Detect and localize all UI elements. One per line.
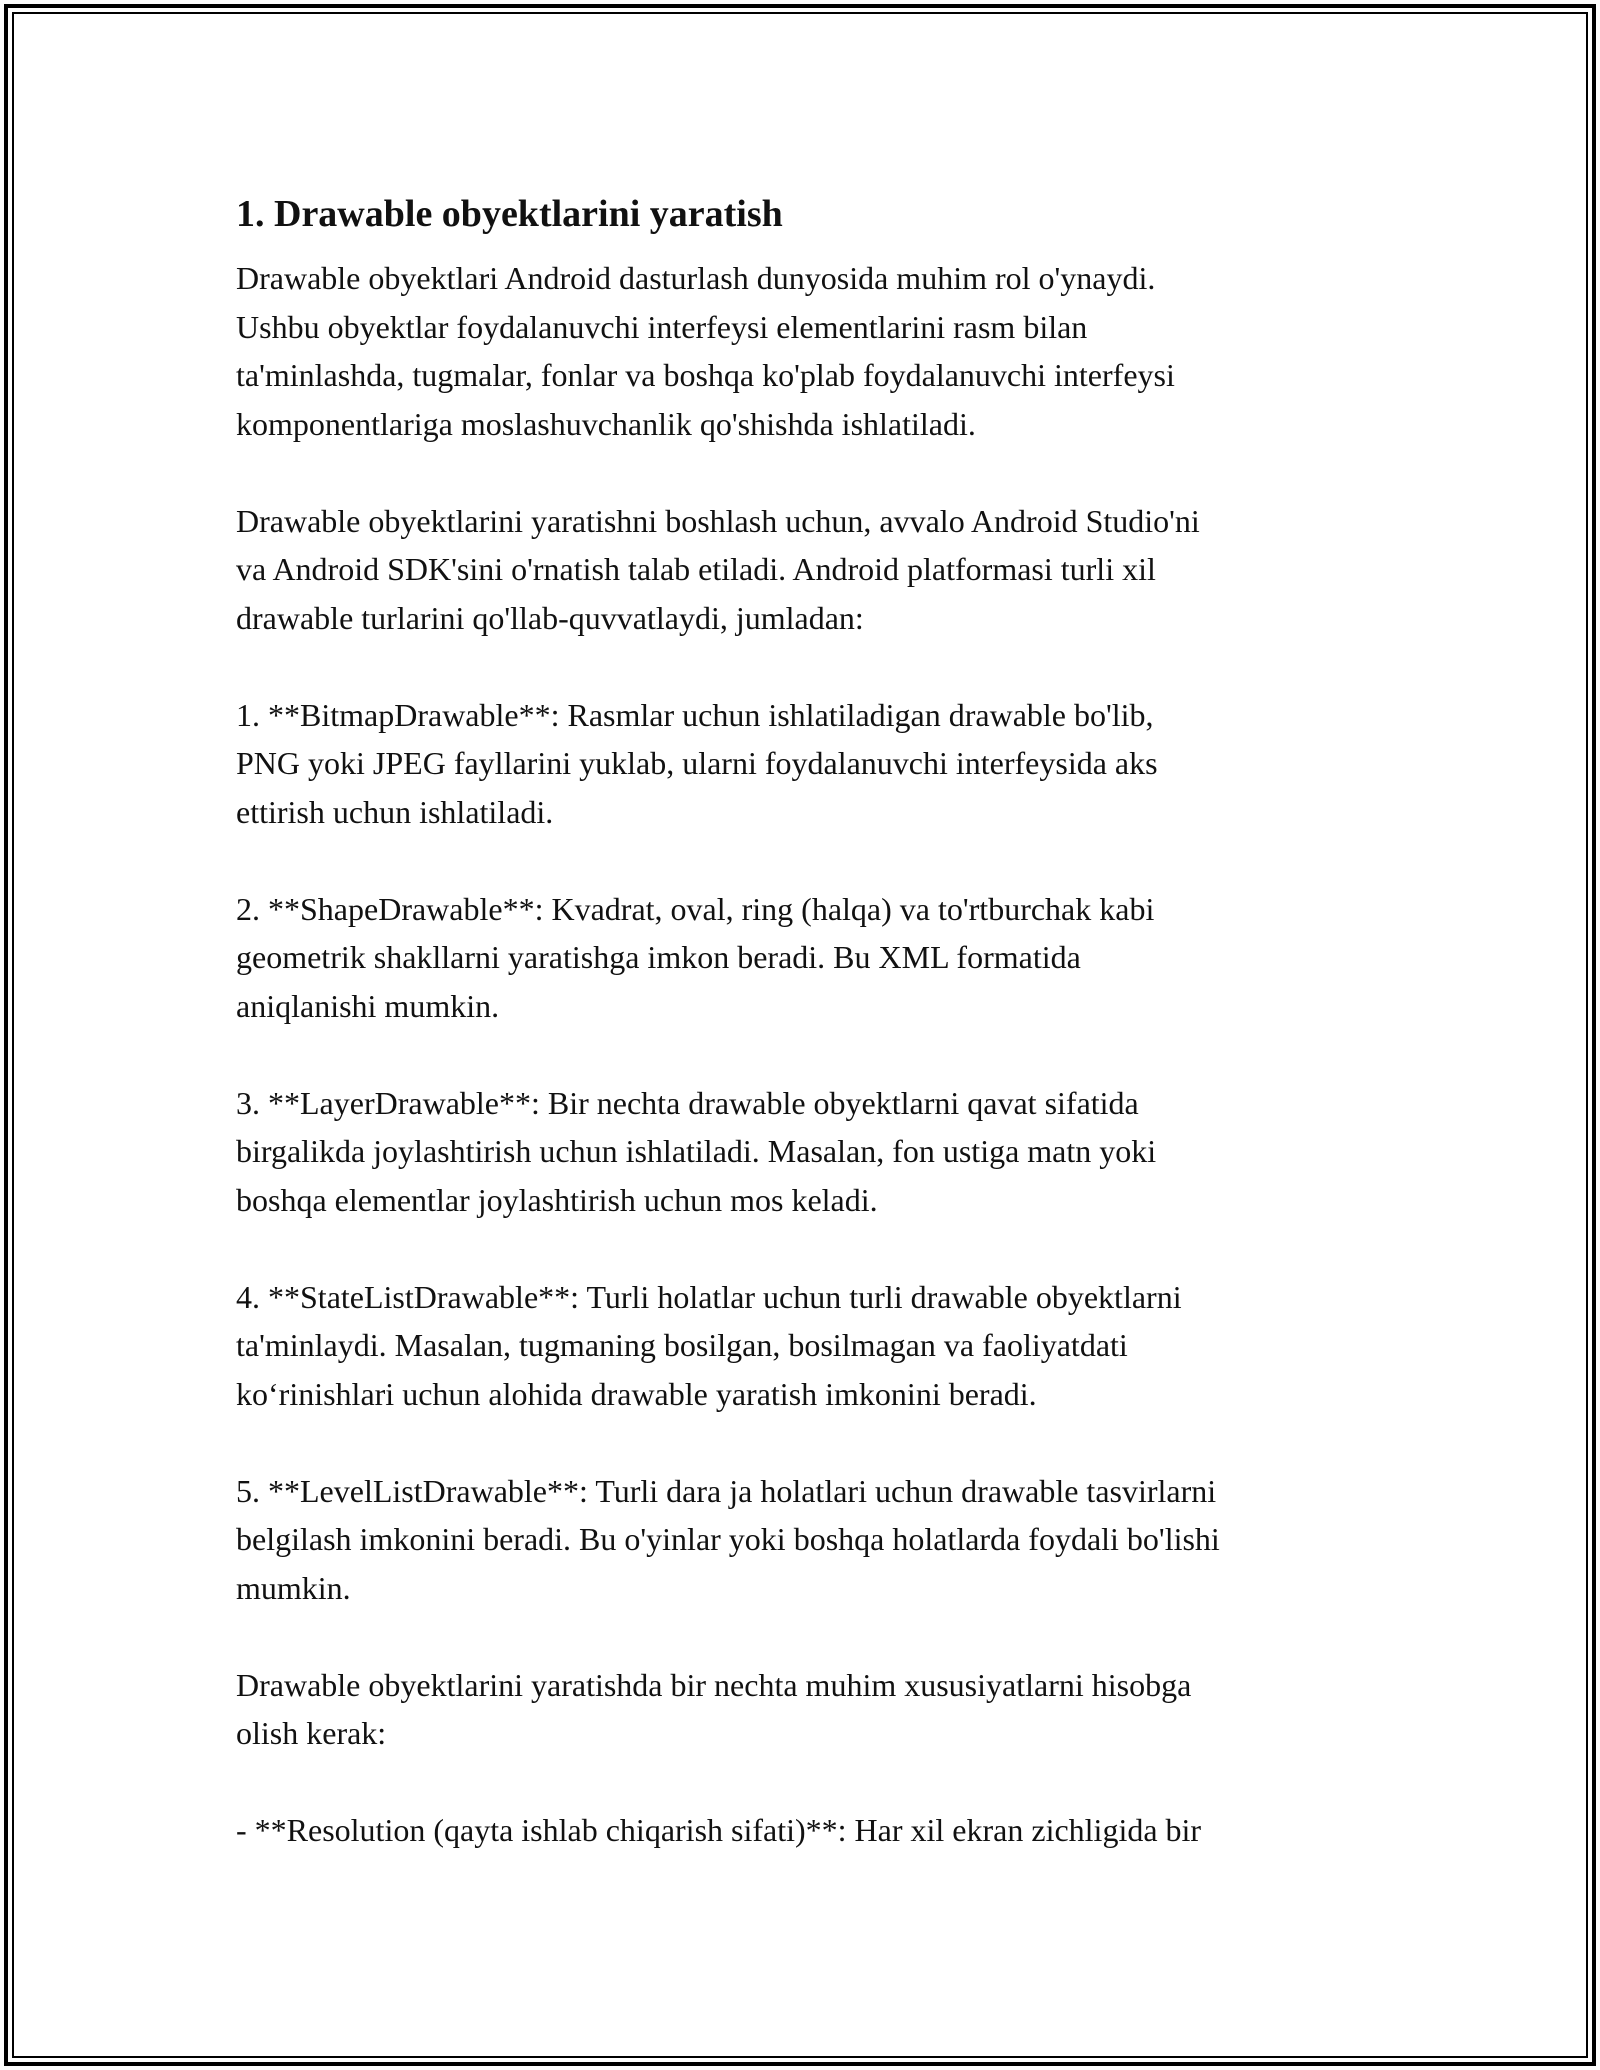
text-line: PNG yoki JPEG fayllarini yuklab, ularni foydalanuvchi interfeysida aks <box>236 745 1158 781</box>
text-line: ko‘rinishlari uchun alohida drawable yaratish imkonini beradi. <box>236 1375 1037 1412</box>
text-line: komponentlariga moslashuvchanlik qo'shishda ishlatiladi. <box>236 405 976 442</box>
list-item-level-list-drawable <box>236 1467 1406 1613</box>
paragraph-intro <box>236 254 1406 448</box>
section-heading: 1. Drawable obyektlarini yaratish <box>236 193 783 235</box>
list-item-bitmap-drawable <box>236 691 1406 837</box>
text-line: - **Resolution (qayta ishlab chiqarish sifati)**: Har xil ekran zichligida bir <box>236 1812 1202 1848</box>
paragraph-setup <box>236 497 1406 643</box>
text-line: Ushbu obyektlar foydalanuvchi interfeysi elementlarini rasm bilan <box>236 308 1088 345</box>
document-body <box>236 186 1406 1903</box>
text-line: 5. **LevelListDrawable**: Turli dara ja holatlari uchun drawable tasvirlarni <box>236 1472 1217 1509</box>
list-item-layer-drawable <box>236 1079 1406 1225</box>
text-line: 3. **LayerDrawable**: Bir nechta drawable obyektlarni qavat sifatida <box>236 1084 1139 1121</box>
text-line: boshqa elementlar joylashtirish uchun mos keladi. <box>236 1181 878 1218</box>
text-line: geometrik shakllarni yaratishga imkon beradi. Bu XML formatida <box>236 939 1081 975</box>
list-item-shape-drawable <box>236 885 1406 1031</box>
bullet-item-resolution <box>236 1806 1406 1855</box>
text-line: mumkin. <box>236 1569 351 1606</box>
text-line: 2. **ShapeDrawable**: Kvadrat, oval, ring (halqa) va to'rtburchak kabi <box>236 890 1155 927</box>
text-line: 1. **BitmapDrawable**: Rasmlar uchun ishlatiladigan drawable bo'lib, <box>236 696 1154 733</box>
text-line: aniqlanishi mumkin. <box>236 987 500 1024</box>
text-line: ta'minlashda, tugmalar, fonlar va boshqa ko'plab foydalanuvchi interfeysi <box>236 357 1175 393</box>
text-line: 4. **StateListDrawable**: Turli holatlar uchun turli drawable obyektlarni <box>236 1278 1182 1315</box>
text-line: va Android SDK'sini o'rnatish talab etiladi. Android platformasi turli xil <box>236 551 1156 587</box>
text-line: birgalikda joylashtirish uchun ishlatiladi. Masalan, fon ustiga matn yoki <box>236 1133 1157 1169</box>
text-line: Drawable obyektlari Android dasturlash dunyosida muhim rol o'ynaydi. <box>236 260 1156 296</box>
text-line: belgilash imkonini beradi. Bu o'yinlar yoki boshqa holatlarda foydali bo'lishi <box>236 1521 1220 1557</box>
text-line: olish kerak: <box>236 1715 387 1751</box>
text-line: Drawable obyektlarini yaratishda bir nechta muhim xususiyatlarni hisobga <box>236 1666 1192 1703</box>
paragraph-properties <box>236 1661 1406 1758</box>
text-line: ta'minlaydi. Masalan, tugmaning bosilgan, bosilmagan va faoliyatdati <box>236 1327 1128 1363</box>
text-line: ettirish uchun ishlatiladi. <box>236 793 554 830</box>
text-line: Drawable obyektlarini yaratishni boshlash uchun, avvalo Android Studio'ni <box>236 502 1200 539</box>
list-item-state-list-drawable <box>236 1273 1406 1419</box>
text-line: drawable turlarini qo'llab-quvvatlaydi, jumladan: <box>236 599 864 636</box>
